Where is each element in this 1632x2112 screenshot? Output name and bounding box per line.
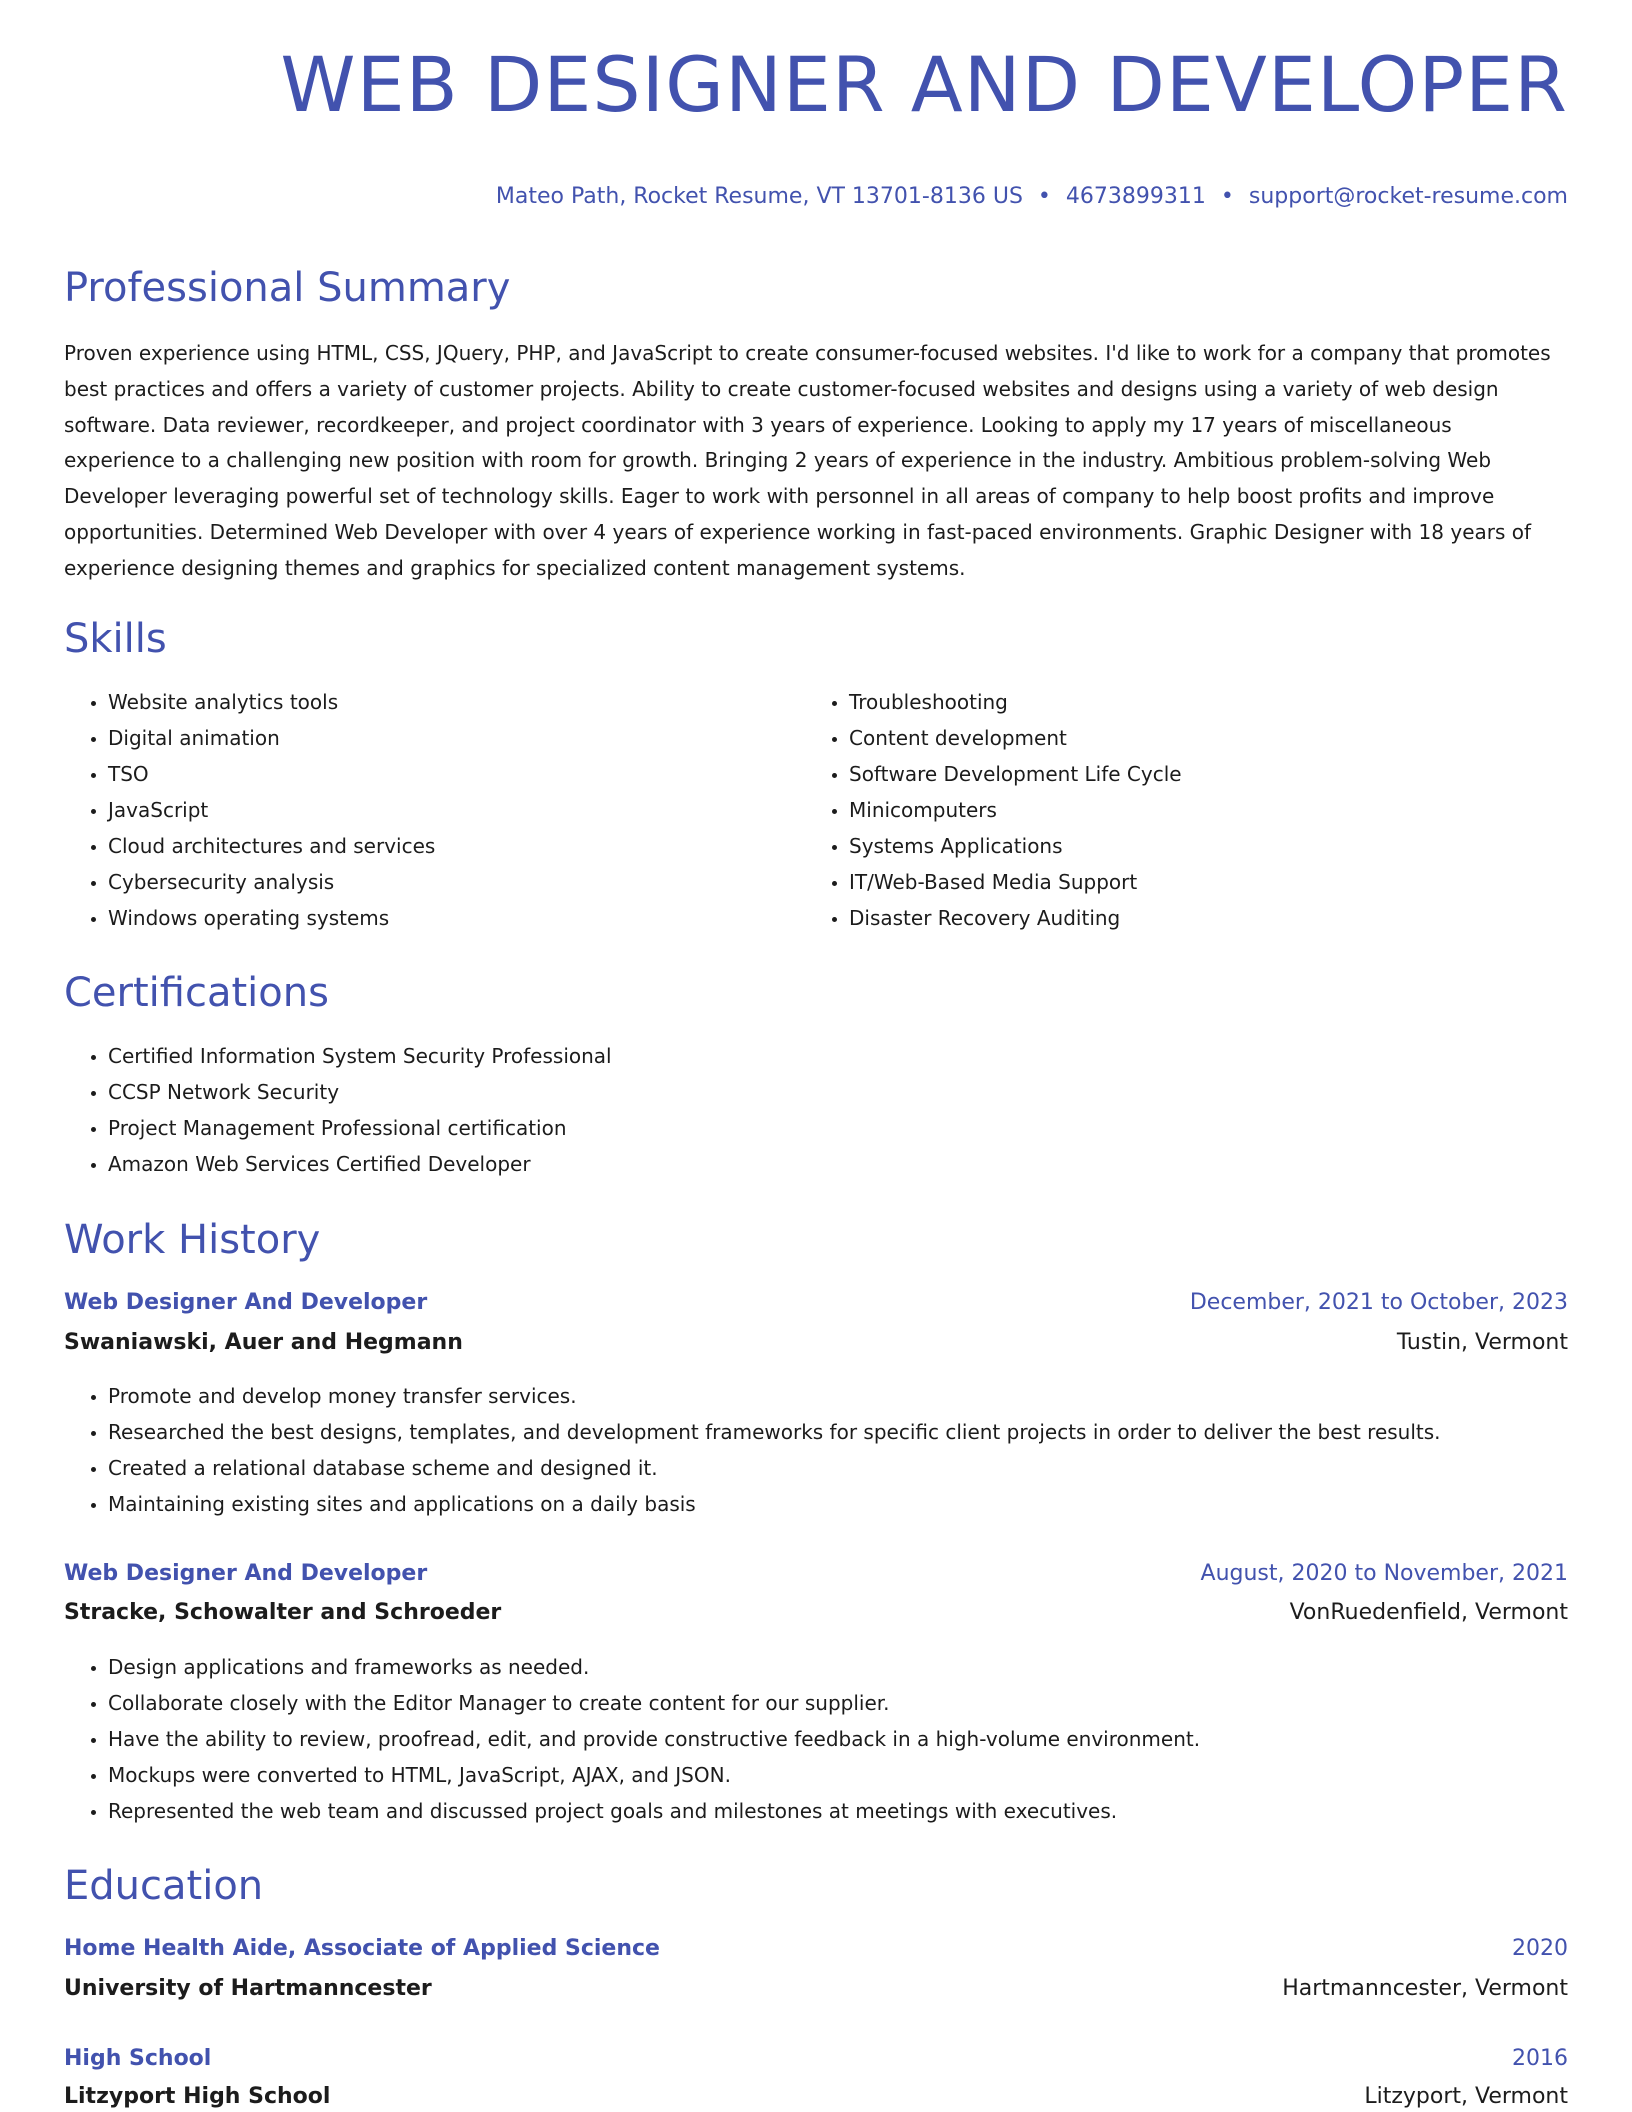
education-location: Litzyport, Vermont xyxy=(1364,2084,1568,2109)
skill-item: • Troubleshooting xyxy=(849,684,1182,720)
job-company: Swaniawski, Auer and Hegmann xyxy=(64,1330,463,1355)
job-bullet: • Maintaining existing sites and applications on a daily basis xyxy=(108,1486,1441,1522)
skill-item: • Cybersecurity analysis xyxy=(108,864,435,900)
resume-title: WEB DESIGNER AND DEVELOPER xyxy=(280,40,1568,129)
skill-item: • IT/Web-Based Media Support xyxy=(849,864,1182,900)
certification-item: • CCSP Network Security xyxy=(108,1074,612,1110)
job-bullet: • Created a relational database scheme and designed it. xyxy=(108,1450,1441,1486)
job-title: Web Designer And Developer xyxy=(64,1290,428,1315)
education-location: Hartmanncester, Vermont xyxy=(1282,1976,1568,2001)
job-header-row xyxy=(64,1559,1568,1589)
job-location: VonRuedenfield, Vermont xyxy=(1289,1600,1568,1625)
job-bullet: • Promote and develop money transfer services. xyxy=(108,1378,1441,1414)
job-bullet: • Researched the best designs, templates, and development frameworks for specific client projects in order to deliver the best results. xyxy=(108,1414,1441,1450)
education-header-row xyxy=(64,1934,1568,1964)
work-history-heading: Work History xyxy=(64,1217,321,1263)
certification-item: • Certified Information System Security Professional xyxy=(108,1038,612,1074)
job-company-row xyxy=(64,1598,1568,1628)
education-school-row xyxy=(64,2082,1568,2112)
education-school: University of Hartmanncester xyxy=(64,1976,432,2001)
job-dates: December, 2021 to October, 2023 xyxy=(1189,1290,1568,1315)
education-school-row xyxy=(64,1974,1568,2004)
job-header-row xyxy=(64,1288,1568,1318)
education-school: Litzyport High School xyxy=(64,2084,331,2109)
skill-item: • Disaster Recovery Auditing xyxy=(849,900,1182,936)
job-company: Stracke, Schowalter and Schroeder xyxy=(64,1600,502,1625)
job-bullet: • Represented the web team and discussed project goals and milestones at meetings with executives. xyxy=(108,1793,1200,1829)
summary-text: Proven experience using HTML, CSS, JQuery, PHP, and JavaScript to create consumer-focused websites. I'd like to work for a company that promotes best practices and offers a variety of customer projects. Ability to create customer-focused websites and designs using a variety of web design software. Data reviewer, recordkeeper, and project coordinator with 3 years of experience. Looking to apply my 17 years of miscellaneous experience to a challenging new position with room for growth. Bringing 2 years of experience in the industry. Ambitious problem-solving Web Developer leveraging powerful set of technology skills. Eager to work with personnel in all areas of company to help boost profits and improve opportunities. Determined Web Developer with over 4 years of experience working in fast-paced environments. Graphic Designer with 18 years of experience designing themes and graphics for specialized content management systems. xyxy=(64,341,1551,580)
education-degree: High School xyxy=(64,2046,212,2071)
education-degree: Home Health Aide, Associate of Applied Science xyxy=(64,1936,660,1961)
job-dates: August, 2020 to November, 2021 xyxy=(1200,1561,1568,1586)
skills-list-right xyxy=(805,684,1182,936)
certification-item: • Amazon Web Services Certified Developer xyxy=(108,1146,612,1182)
job-bullet: • Design applications and frameworks as needed. xyxy=(108,1649,1200,1685)
job-company-row xyxy=(64,1328,1568,1358)
skill-item: • Windows operating systems xyxy=(108,900,435,936)
job-bullets xyxy=(64,1649,1200,1829)
certifications-heading: Certifications xyxy=(64,970,329,1016)
skill-item: • TSO xyxy=(108,756,435,792)
skill-item: • Minicomputers xyxy=(849,792,1182,828)
contact-separator: • xyxy=(1220,184,1234,209)
contact-line xyxy=(496,182,1568,212)
education-heading: Education xyxy=(64,1863,264,1909)
certifications-list xyxy=(64,1038,612,1182)
certification-item: • Project Management Professional certification xyxy=(108,1110,612,1146)
job-bullet: • Have the ability to review, proofread, edit, and provide constructive feedback in a high-volume environment. xyxy=(108,1721,1200,1757)
education-year: 2020 xyxy=(1512,1936,1568,1961)
skill-item: • Cloud architectures and services xyxy=(108,828,435,864)
contact-address: Mateo Path, Rocket Resume, VT 13701-8136 US xyxy=(495,184,1023,209)
job-bullets xyxy=(64,1378,1441,1522)
job-bullet: • Collaborate closely with the Editor Manager to create content for our supplier. xyxy=(108,1685,1200,1721)
education-header-row xyxy=(64,2044,1568,2074)
contact-phone: 4673899311 xyxy=(1065,184,1206,209)
summary-heading: Professional Summary xyxy=(64,265,511,311)
skills-list-left xyxy=(64,684,435,936)
skill-item: • Digital animation xyxy=(108,720,435,756)
contact-separator: • xyxy=(1037,184,1051,209)
job-bullet: • Mockups were converted to HTML, JavaScript, AJAX, and JSON. xyxy=(108,1757,1200,1793)
job-location: Tustin, Vermont xyxy=(1396,1330,1568,1355)
skill-item: • Software Development Life Cycle xyxy=(849,756,1182,792)
skill-item: • Website analytics tools xyxy=(108,684,435,720)
skill-item: • Content development xyxy=(849,720,1182,756)
skill-item: • JavaScript xyxy=(108,792,435,828)
job-title: Web Designer And Developer xyxy=(64,1561,428,1586)
skills-heading: Skills xyxy=(64,616,167,662)
education-year: 2016 xyxy=(1512,2046,1568,2071)
skill-item: • Systems Applications xyxy=(849,828,1182,864)
contact-email: support@rocket-resume.com xyxy=(1248,184,1568,209)
